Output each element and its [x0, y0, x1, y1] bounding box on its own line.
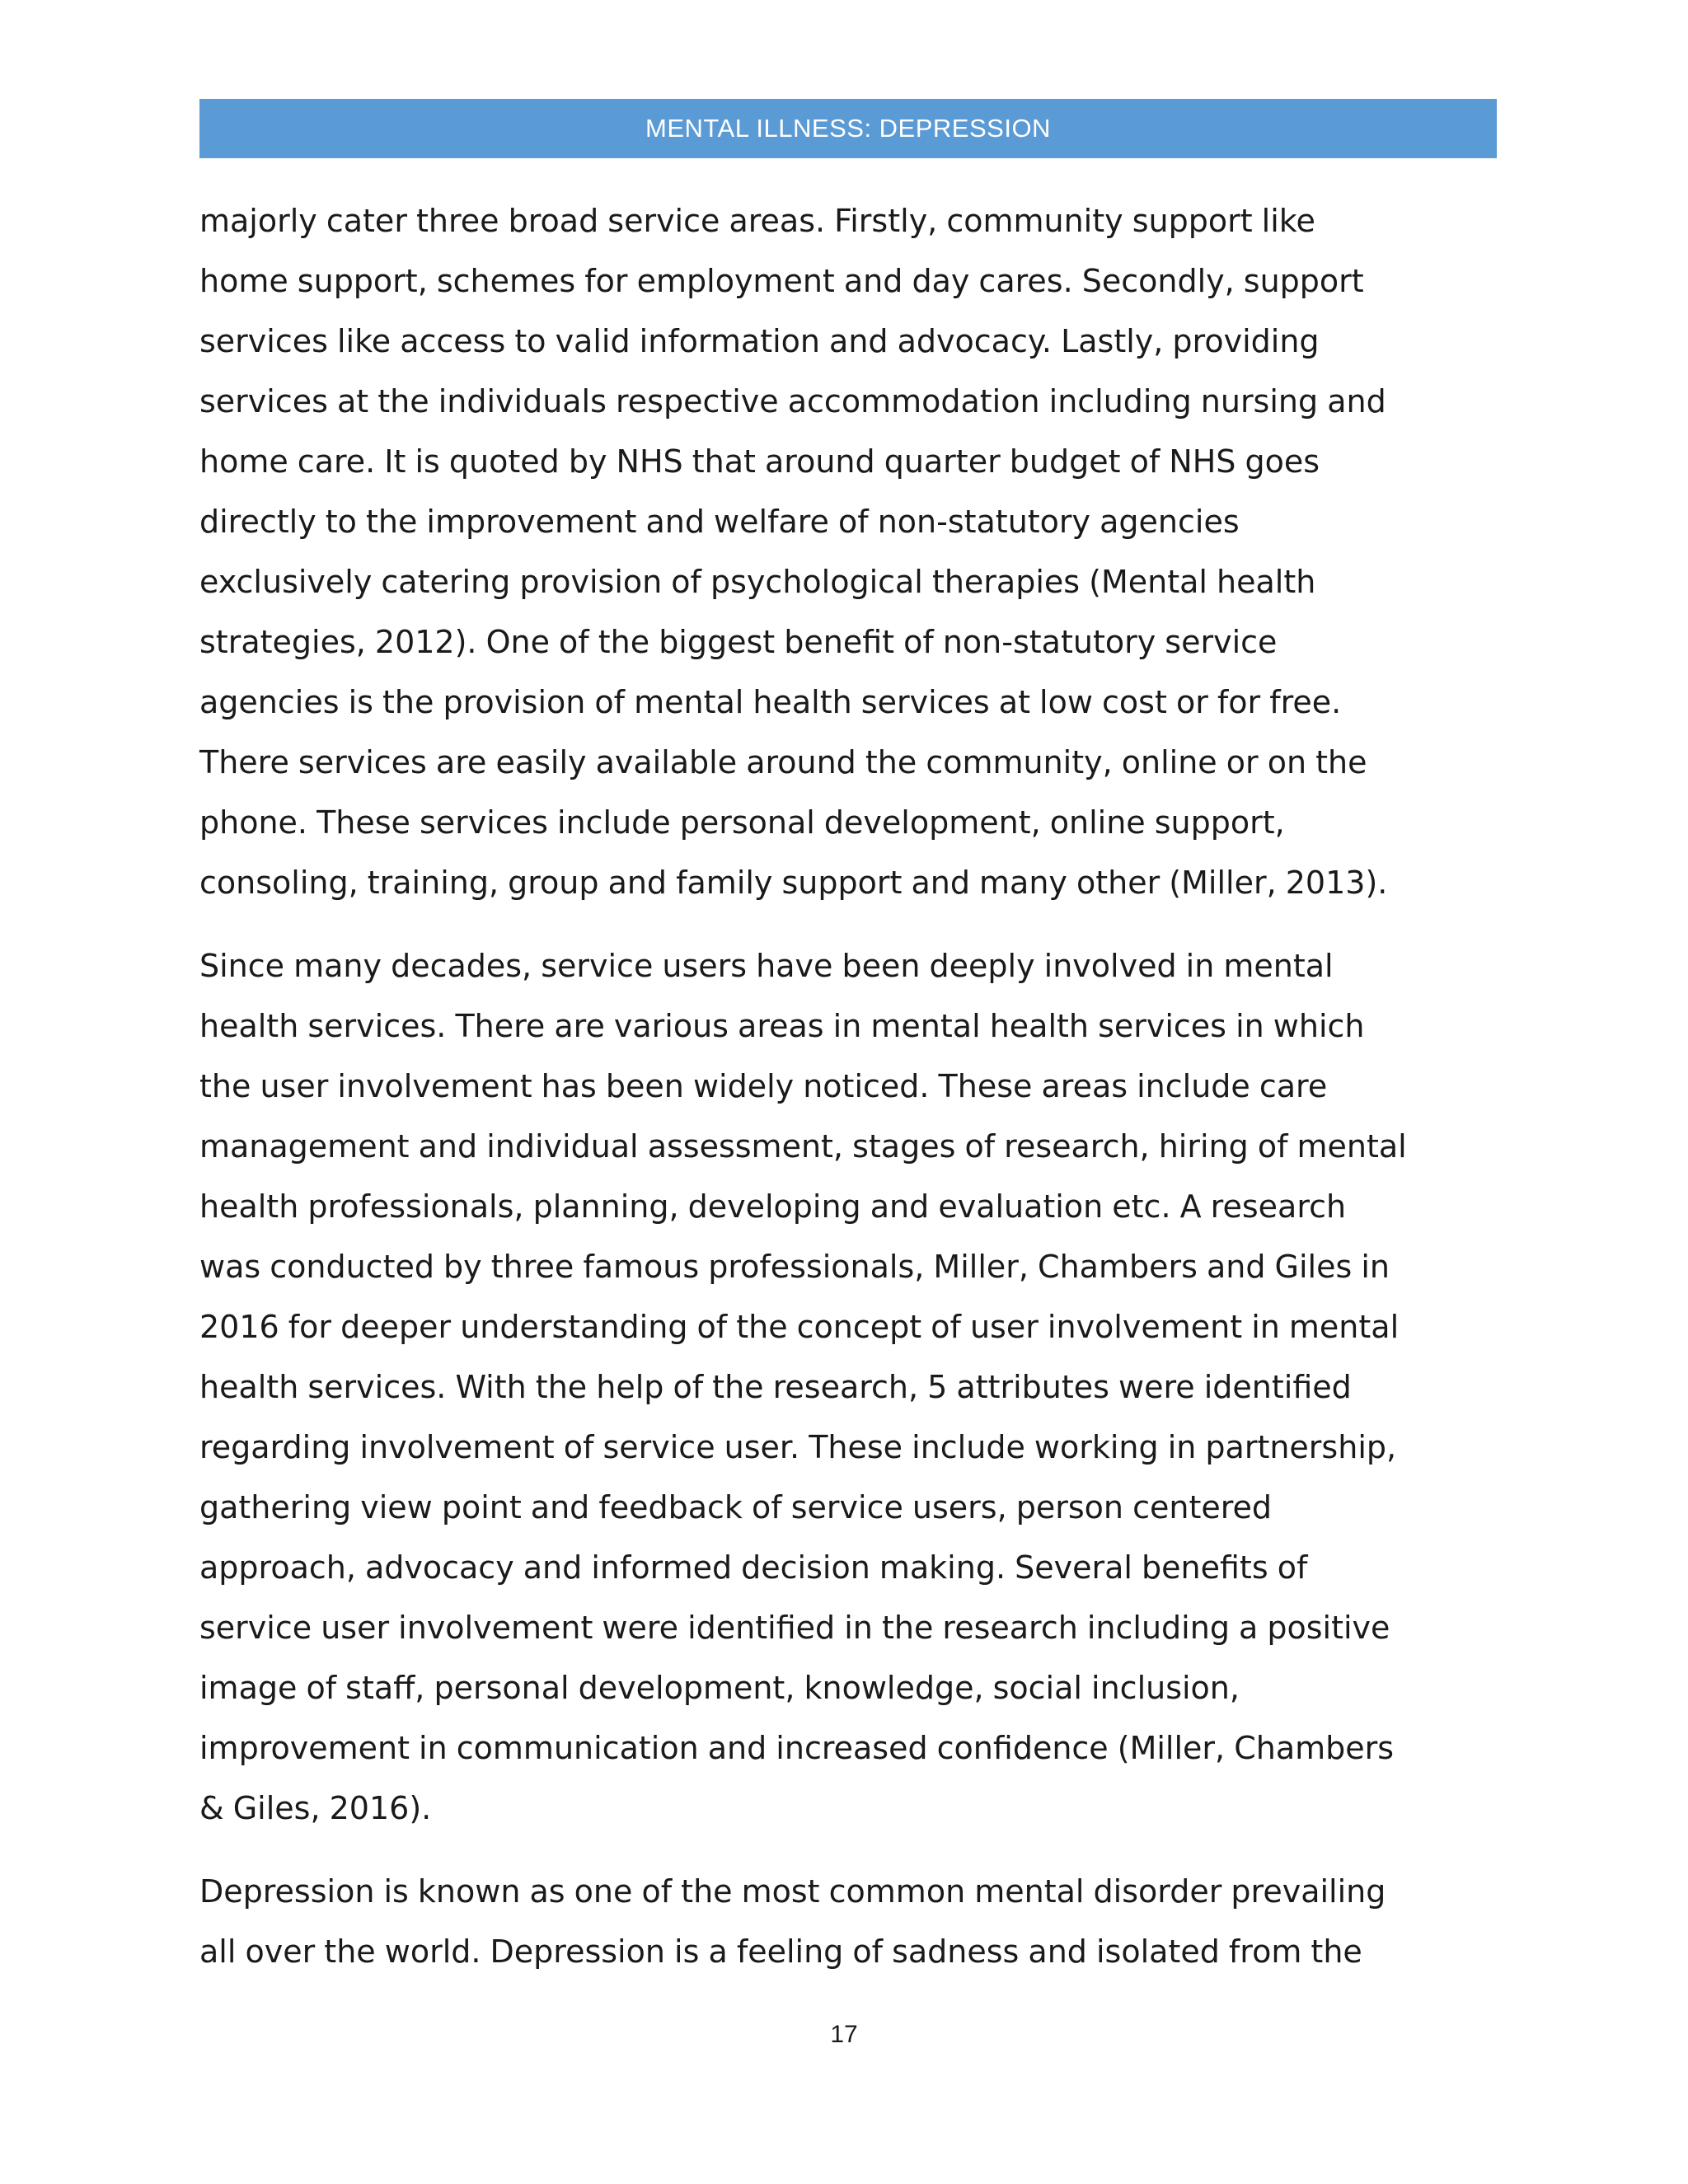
body-paragraph: Depression is known as one of the most common mental disorder prevailing all over the world. Depression is a feeling of sadness and isolated from the: [199, 1873, 1386, 1970]
body-paragraph: majorly cater three broad service areas. Firstly, community support like home support, schemes for employment and day cares. Secondly, support services like access to valid information and advocacy. Lastly, providing services at the individuals respective accommodation including nursing and home care. It is quoted by NHS that around quarter budget of NHS goes directly to the improvement and welfare of non-statutory agencies exclusively catering provision of psychological therapies (Mental health strategies, 2012). One of the biggest benefit of non-statutory service agencies is the provision of mental health services at low cost or for free. There services are easily available around the community, online or on the phone. These services include personal development, online support, consoling, training, group and family support and many other (Miller, 2013).: [199, 203, 1388, 901]
header-title: MENTAL ILLNESS: DEPRESSION: [645, 114, 1051, 143]
document-body: [199, 191, 1510, 1982]
body-paragraph: Since many decades, service users have been deeply involved in mental health services. There are various areas in mental health services in which the user involvement has been widely noticed. These areas include care management and individual assessment, stages of research, hiring of mental health professionals, planning, developing and evaluation etc. A research was conducted by three famous professionals, Miller, Chambers and Giles in 2016 for deeper understanding of the concept of user involvement in mental health services. With the help of the research, 5 attributes were identified regarding involvement of service user. These include working in partnership, gathering view point and feedback of service users, person centered approach, advocacy and informed decision making. Several benefits of service user involvement were identified in the research including a positive image of staff, personal development, knowledge, social inclusion, improvement in communication and increased confidence (Miller, Chambers & Giles, 2016).: [199, 948, 1407, 1826]
running-header: [199, 99, 1497, 158]
page-number: 17: [830, 2021, 858, 2048]
